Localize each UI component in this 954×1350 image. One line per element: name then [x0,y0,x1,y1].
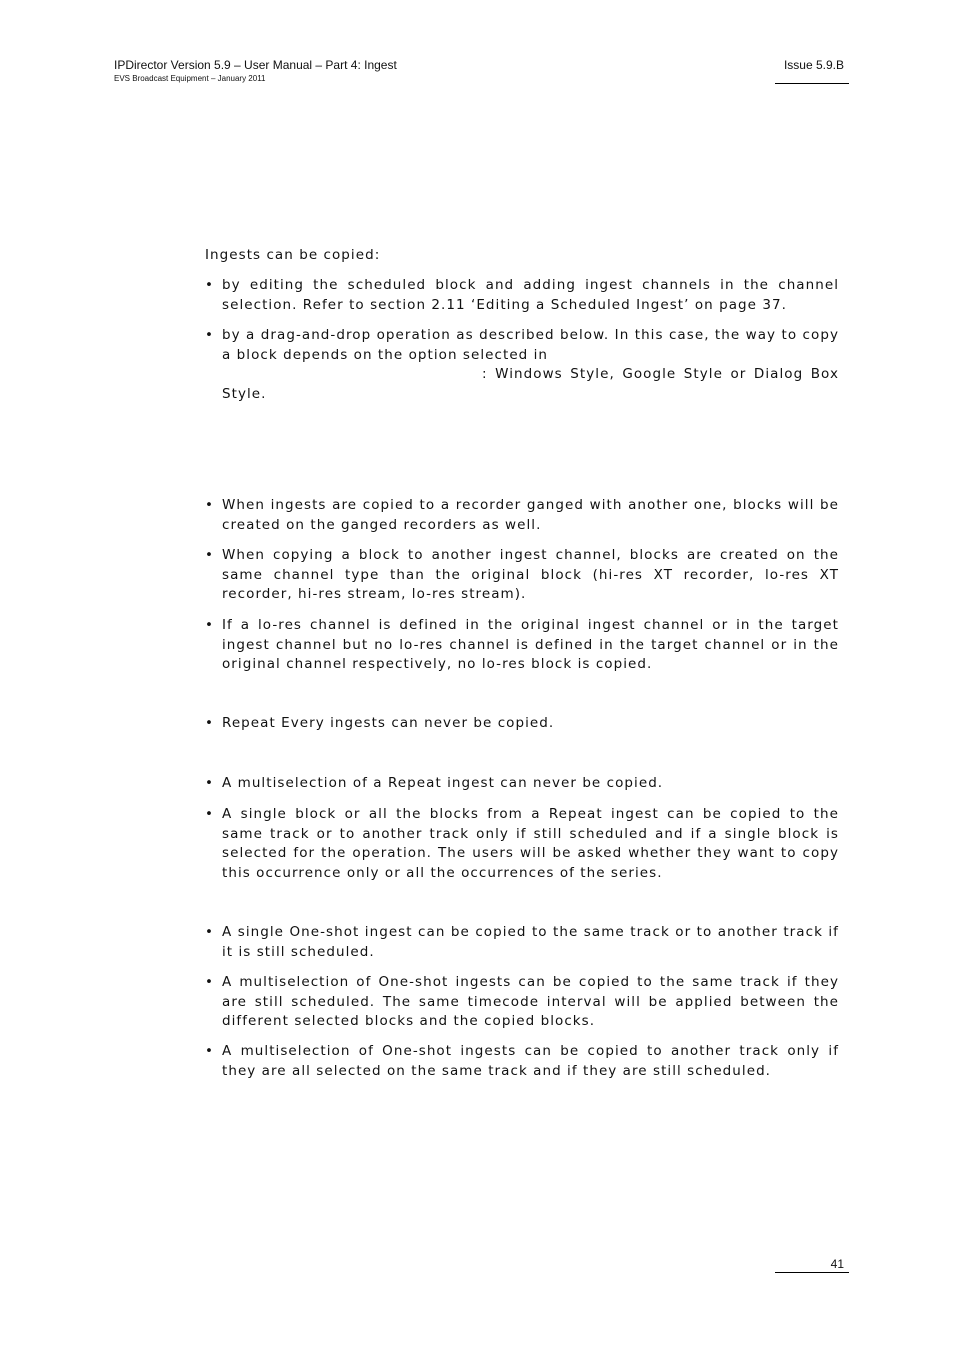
bullet-icon: • [205,327,215,343]
list-item [205,1042,839,1081]
bullet-icon: • [205,617,215,633]
bullet-icon: • [205,547,215,563]
list-item-text: A single block or all the blocks from a Repeat ingest can be copied to the same track or to another track only if still scheduled and if a single block is selected for the operation. The users will be asked whether they want to copy this occurrence only or all the occurrences of the series. [222,806,839,881]
list-item-text: If a lo-res channel is defined in the original ingest channel or in the target ingest channel but no lo-res channel is defined in the target channel or in the original channel respectively, no lo-res block is copied. [222,617,839,672]
intro-text: Ingests can be copied: [205,247,381,263]
list-item-text-continuation: : Windows Style, Google Style or Dialog Box Style. [222,366,839,402]
issue-label: Issue 5.9.B [783,58,844,72]
list-item [205,616,839,675]
document-subtitle: EVS Broadcast Equipment – January 2011 [114,74,266,83]
list-item [205,774,839,794]
list-item-text: A single One-shot ingest can be copied to the same track or to another track if it is still scheduled. [222,924,839,960]
bullet-icon: • [205,497,215,513]
list-item-text: A multiselection of One-shot ingests can be copied to the same track if they are still scheduled. The same timecode interval will be applied between the different selected blocks and the copied blocks. [222,974,839,1029]
list-item [205,326,839,404]
list-item-text: by editing the scheduled block and adding ingest channels in the channel selection. Refer to section 2.11 ‘Editing a Scheduled Ingest’ on page 37. [222,277,839,313]
document-title: IPDirector Version 5.9 – User Manual – Part 4: Ingest [114,58,397,72]
footer-divider [775,1272,849,1273]
list-item-text [222,326,839,404]
bullet-icon: • [205,924,215,940]
bullet-icon: • [205,1043,215,1059]
list-item [205,276,839,315]
list-item [205,496,839,535]
list-item [205,923,839,962]
list-item [205,546,839,605]
list-item [205,973,839,1032]
page-number: 41 [830,1257,844,1271]
bullet-icon: • [205,775,215,791]
bullet-icon: • [205,715,215,731]
list-item [205,714,839,734]
bullet-icon: • [205,974,215,990]
bullet-icon: • [205,277,215,293]
list-item-text-main: by a drag-and-drop operation as described below. In this case, the way to copy a block depends on the option selected in [222,327,839,363]
list-item-text: When copying a block to another ingest channel, blocks are created on the same channel type than the original block (hi-res XT recorder, lo-res XT recorder, hi-res stream, lo-res stream). [222,547,839,602]
list-item [205,805,839,883]
list-item-text: A multiselection of a Repeat ingest can never be copied. [222,775,664,791]
list-item-text: Repeat Every ingests can never be copied. [222,715,555,731]
bullet-icon: • [205,806,215,822]
list-item-text: A multiselection of One-shot ingests can be copied to another track only if they are all selected on the same track and if they are still scheduled. [222,1043,839,1079]
header-divider [775,83,849,84]
list-item-text: When ingests are copied to a recorder ganged with another one, blocks will be created on the ganged recorders as well. [222,497,839,533]
